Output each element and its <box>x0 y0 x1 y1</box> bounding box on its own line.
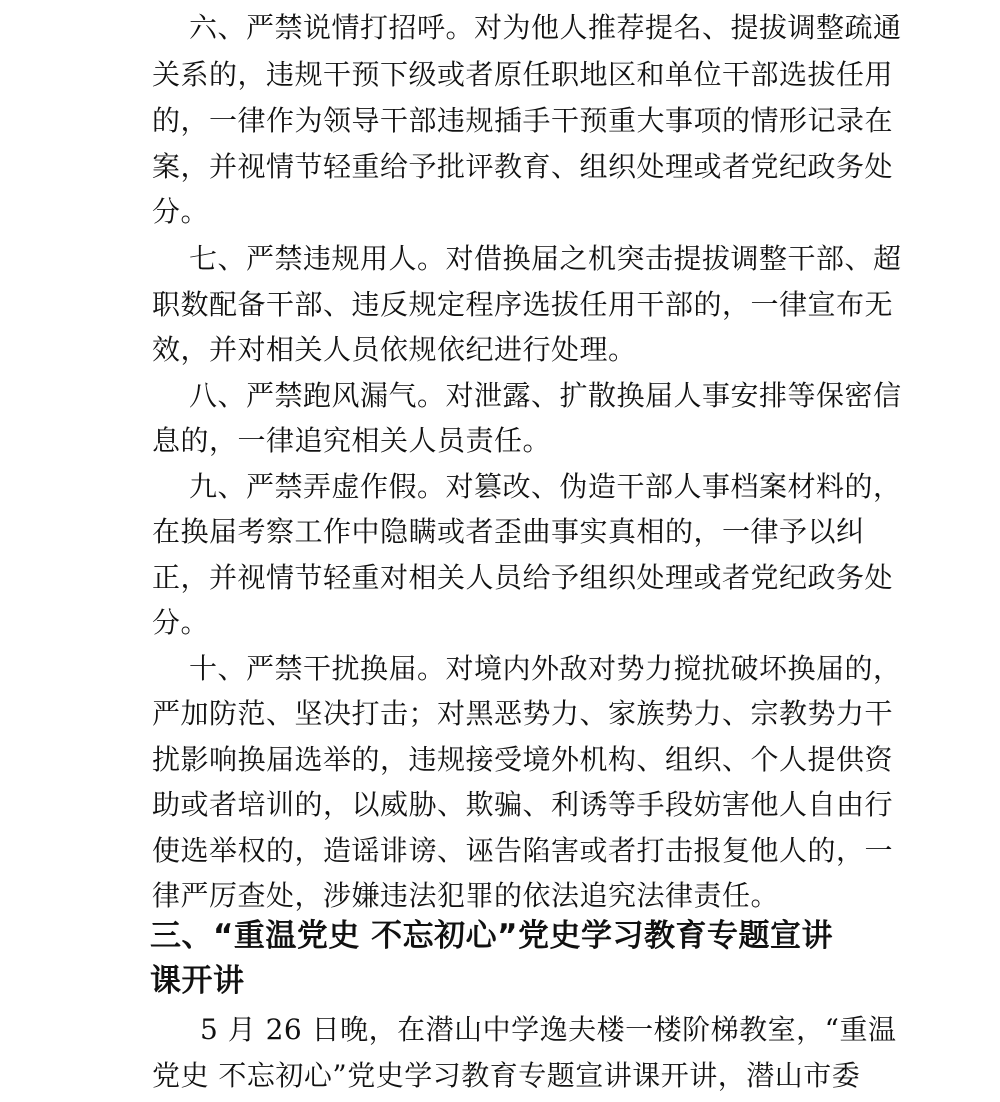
item10-line-3: 扰影响换届选举的，违规接受境外机构、组织、个人提供资 <box>152 743 894 776</box>
section3-paragraph-line-1: 5 月 26 日晚，在潜山中学逸夫楼一楼阶梯教室，“重温 <box>200 1013 897 1046</box>
section3-heading-line-1: 三、“重温党史 不忘初心”党史学习教育专题宣讲 <box>150 918 834 954</box>
item7-line-3: 效，并对相关人员依规依纪进行处理。 <box>152 333 637 366</box>
item6-line-2: 关系的，违规干预下级或者原任职地区和单位干部选拔任用 <box>152 58 894 91</box>
item10-line-6: 律严厉查处，涉嫌违法犯罪的依法追究法律责任。 <box>152 879 780 912</box>
item9-line-4: 分。 <box>152 606 210 639</box>
item6-line-5: 分。 <box>152 195 210 228</box>
item9-line-3: 正，并视情节轻重对相关人员给予组织处理或者党纪政务处 <box>152 561 894 594</box>
section3-heading-line-2: 课开讲 <box>150 963 245 999</box>
item9-line-1: 九、严禁弄虚作假。对篡改、伪造干部人事档案材料的， <box>189 470 902 503</box>
item8-line-2: 息的，一律追究相关人员责任。 <box>152 424 552 457</box>
item6-line-1: 六、严禁说情打招呼。对为他人推荐提名、提拔调整疏通 <box>189 11 902 44</box>
item8-line-1: 八、严禁跑风漏气。对泄露、扩散换届人事安排等保密信 <box>189 379 902 412</box>
item10-line-4: 助或者培训的，以威胁、欺骗、利诱等手段妨害他人自由行 <box>152 788 894 821</box>
item10-line-5: 使选举权的，造谣诽谤、诬告陷害或者打击报复他人的，一 <box>152 834 894 867</box>
item9-line-2: 在换届考察工作中隐瞒或者歪曲事实真相的，一律予以纠 <box>152 515 865 548</box>
item6-line-3: 的，一律作为领导干部违规插手干预重大事项的情形记录在 <box>152 104 894 137</box>
section3-paragraph-line-2: 党史 不忘初心”党史学习教育专题宣讲课开讲，潜山市委 <box>152 1059 861 1092</box>
item10-line-2: 严加防范、坚决打击；对黑恶势力、家族势力、宗教势力干 <box>152 697 894 730</box>
item10-line-1: 十、严禁干扰换届。对境内外敌对势力搅扰破坏换届的， <box>189 652 902 685</box>
item7-line-1: 七、严禁违规用人。对借换届之机突击提拔调整干部、超 <box>189 242 902 275</box>
item7-line-2: 职数配备干部、违反规定程序选拔任用干部的，一律宣布无 <box>152 288 894 321</box>
item6-line-4: 案，并视情节轻重给予批评教育、组织处理或者党纪政务处 <box>152 150 894 183</box>
